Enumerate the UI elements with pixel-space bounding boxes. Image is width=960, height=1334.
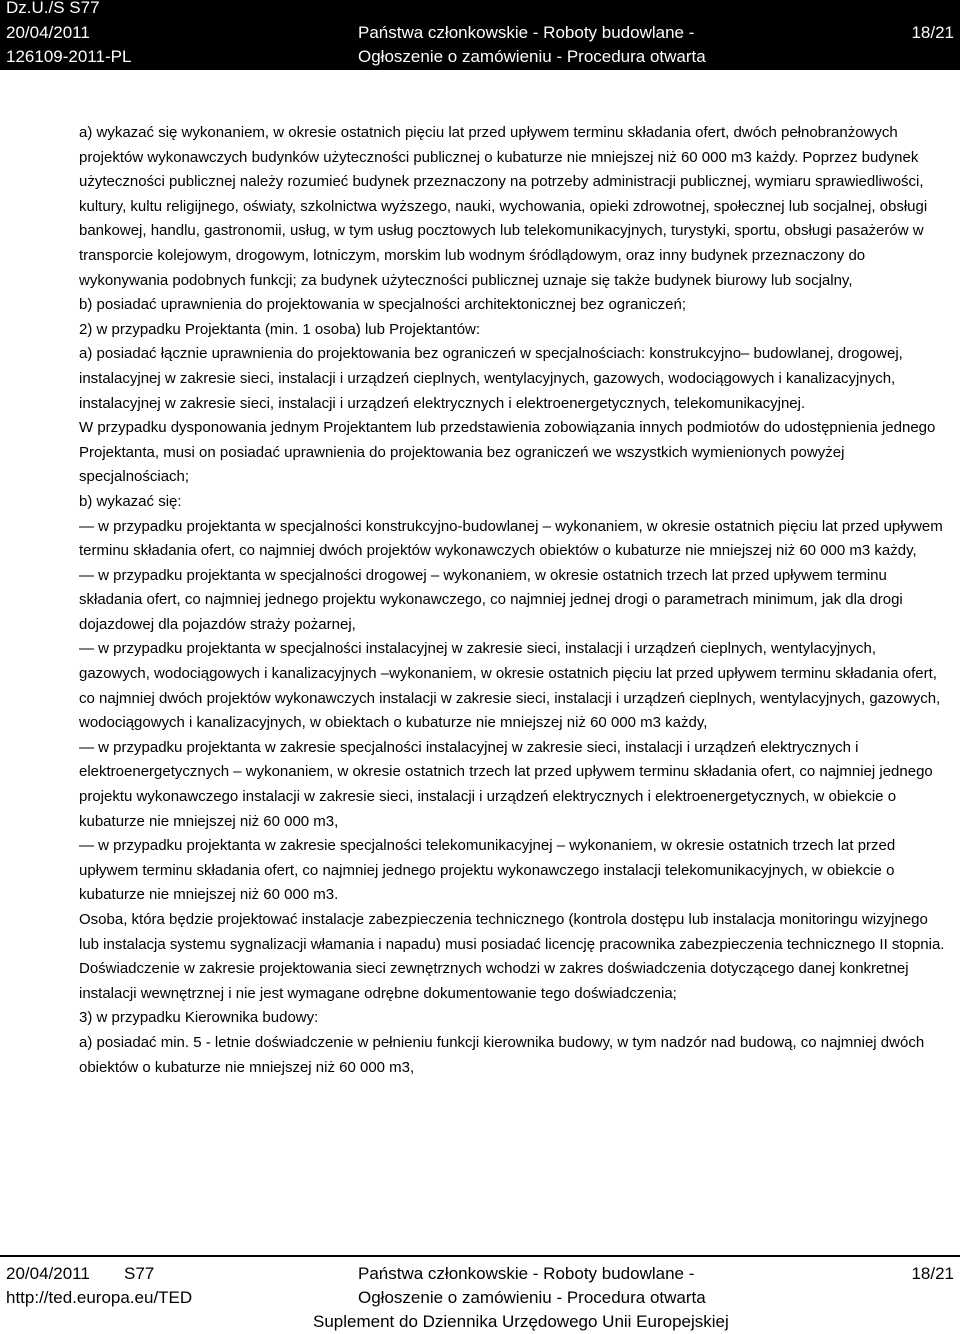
page-footer [0, 1258, 960, 1334]
footer-date: 20/04/2011 [6, 1264, 90, 1283]
header-page-number: 18/21 [911, 23, 954, 42]
paragraph: Doświadczenie w zakresie projektowania sieci zewnętrznych wchodzi w zakres doświadczenia dotyczącego danej konkretnej instalacji wewnętrznej i nie jest wymagane odrębne dokumentowanie tego doświadczenia; [79, 960, 913, 1002]
footer-title-line2: Ogłoszenie o zamówieniu - Procedura otwarta [358, 1288, 706, 1307]
header-date: 20/04/2011 [6, 23, 90, 42]
paragraph: — w przypadku projektanta w zakresie specjalności telekomunikacyjnej – wykonaniem, w okresie ostatnich trzech lat przed upływem terminu składania ofert, co najmniej jednego projektu wykonawczego instalacji telekomunikacyjnych, w obiekcie o kubaturze nie mniejszej niż 60 000 m3. [79, 837, 900, 904]
paragraph: b) wykazać się: [79, 492, 182, 510]
header-title-line2: Ogłoszenie o zamówieniu - Procedura otwarta [358, 47, 706, 66]
paragraph: b) posiadać uprawnienia do projektowania w specjalności architektonicznej bez ograniczeń; [79, 296, 687, 314]
paragraph: a) posiadać łącznie uprawnienia do projektowania bez ograniczeń w specjalnościach: konstrukcyjno– budowlanej, drogowej, instalacyjnej w zakresie sieci, instalacji i urządzeń cieplnych, wentylacyjnych, gazowych, wodociągowych i kanalizacyjnych, instalacyjnej w zakresie sieci, instalacji i urządzeń elektrycznych i elektroenergetycznych, telekomunikacyjnej. [79, 345, 907, 412]
paragraph: a) wykazać się wykonaniem, w okresie ostatnich pięciu lat przed upływem terminu składania ofert, dwóch pełnobranżowych projektów wykonawczych budynków użyteczności publicznej o kubaturze nie mniejszej niż 60 000 m3 każdy. Poprzez budynek użyteczności publicznej należy rozumieć budynek przeznaczony na potrzeby administracji publicznej, wymiaru sprawiedliwości, kultury, kultu religijnego, oświaty, szkolnictwa wyższego, nauki, wychowania, opieki zdrowotnej, społecznej lub socjalnej, obsługi bankowej, handlu, gastronomii, usług, w tym usług pocztowych lub telekomunikacyjnych, turystyki, sportu, obsługi pasażerów w transporcie kolejowym, drogowym, lotniczym, morskim lub wodnym śródlądowym, oraz inny budynek przeznaczony do wykonywania podobnych funkcji; za budynek użyteczności publicznej uznaje się także budynek biurowy lub socjalny, [79, 124, 932, 289]
paragraph: — w przypadku projektanta w zakresie specjalności instalacyjnej w zakresie sieci, instalacji i urządzeń elektrycznych i elektroenergetycznych – wykonaniem, w okresie ostatnich trzech lat przed upływem terminu składania ofert, co najmniej jednego projektu wykonawczego instalacji w zakresie sieci, instalacji i urządzeń elektrycznych i elektroenergetycznych, w obiekcie o kubaturze nie mniejszej niż 60 000 m3, [79, 738, 937, 830]
page-header [0, 0, 960, 70]
footer-divider [0, 1255, 960, 1257]
paragraph: — w przypadku projektanta w specjalności drogowej – wykonaniem, w okresie ostatnich trzech lat przed upływem terminu składania ofert, co najmniej jednego projektu wykonawczego, co najmniej jednej drogi o parametrach minimum, jak dla drogi dojazdowej dla pojazdów straży pożarnej, [79, 566, 907, 633]
paragraph: 2) w przypadku Projektanta (min. 1 osoba) lub Projektantów: [79, 320, 481, 338]
paragraph: a) posiadać min. 5 - letnie doświadczenie w pełnieniu funkcji kierownika budowy, w tym nadzór nad budową, co najmniej dwóch obiektów o kubaturze nie mniejszej niż 60 000 m3, [79, 1033, 929, 1076]
paragraph: 3) w przypadku Kierownika budowy: [79, 1009, 319, 1027]
notice-id: 126109-2011-PL [6, 47, 132, 66]
footer-title-line3: Suplement do Dziennika Urzędowego Unii Europejskiej [313, 1312, 729, 1331]
paragraph: — w przypadku projektanta w specjalności konstrukcyjno-budowlanej – wykonaniem, w okresie ostatnich pięciu lat przed upływem terminu składania ofert, co najmniej dwóch projektów wykonawczych obiektów o kubaturze nie mniejszej niż 60 000 m3 każdy, [79, 517, 947, 560]
document-body [79, 121, 951, 1080]
paragraph: — w przypadku projektanta w specjalności instalacyjnej w zakresie sieci, instalacji i urządzeń cieplnych, wentylacyjnych, gazowych, wodociągowych i kanalizacyjnych –wykonaniem, w okresie ostatnich pięciu lat przed upływem terminu składania ofert, co najmniej dwóch projektów wykonawczych instalacji w zakresie sieci, instalacji i urządzeń cieplnych, wentylacyjnych, gazowych, wodociągowych i kanalizacyjnych, w obiektach o kubaturze nie mniejszej niż 60 000 m3 każdy, [79, 640, 945, 732]
journal-reference: Dz.U./S S77 [6, 0, 100, 17]
paragraph: Osoba, która będzie projektować instalacje zabezpieczenia technicznego (kontrola dostępu lub instalacja monitoringu wizyjnego lub instalacja systemu sygnalizacji włamania i napadu) musi posiadać licencję pracownika zabezpieczenia technicznego II stopnia. [79, 911, 945, 953]
paragraph: W przypadku dysponowania jednym Projektantem lub przedstawienia zobowiązania innych podmiotów do udostępnienia jednego Projektanta, musi on posiadać uprawnienia do projektowania bez ograniczeń we wszystkich wymienionych powyżej specjalnościach; [79, 419, 940, 486]
footer-series: S77 [124, 1264, 155, 1283]
footer-title-line1: Państwa członkowskie - Roboty budowlane - [358, 1264, 695, 1283]
header-title-line1: Państwa członkowskie - Roboty budowlane - [358, 23, 695, 42]
footer-url[interactable]: http://ted.europa.eu/TED [6, 1288, 193, 1307]
footer-page-number: 18/21 [911, 1264, 954, 1283]
